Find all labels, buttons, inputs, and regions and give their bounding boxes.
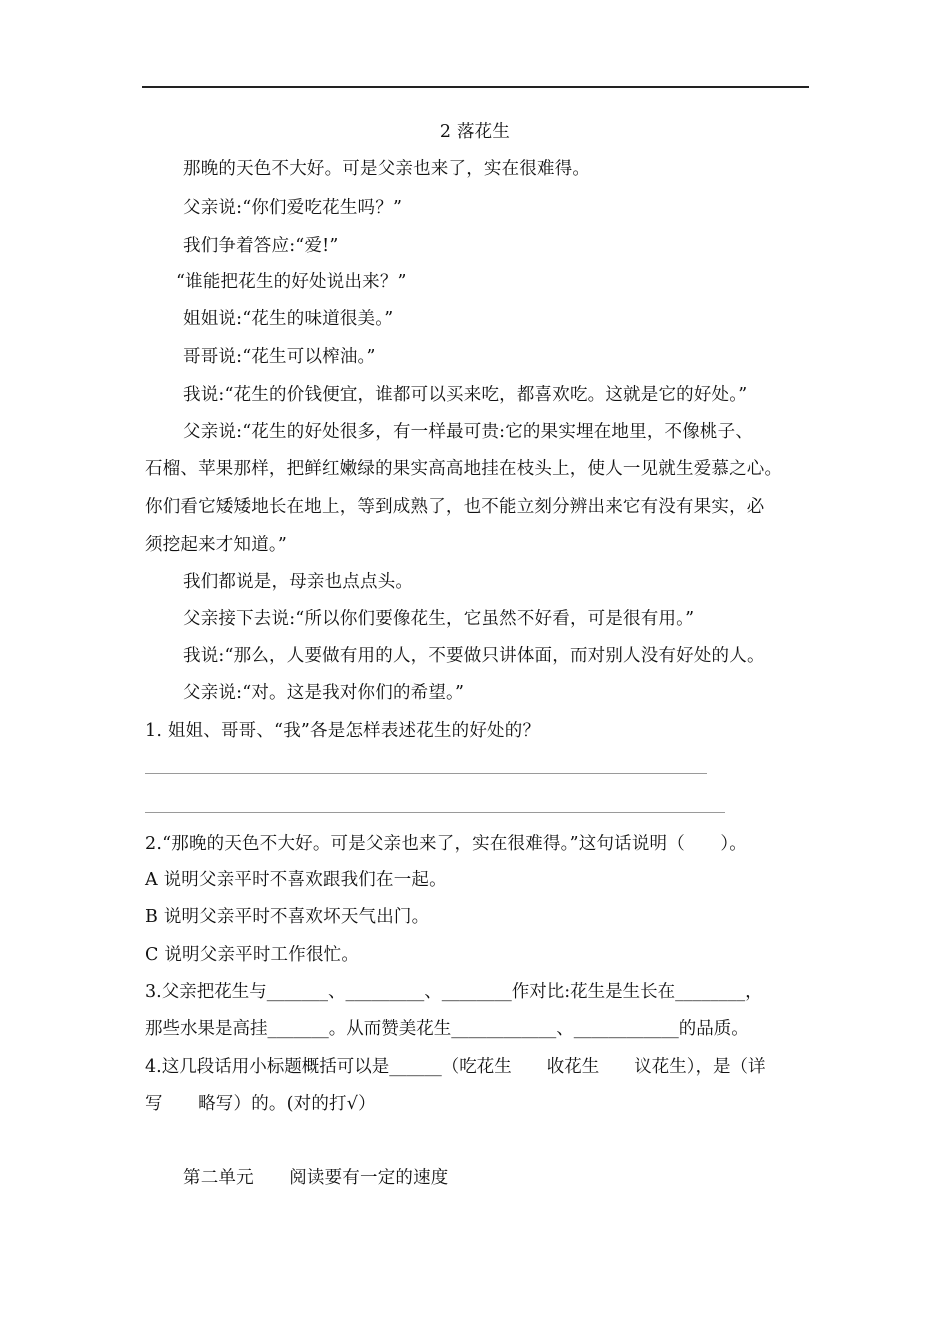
paragraph-continued: 石榴、苹果那样，把鲜红嫩绿的果实高高地挂在枝头上，使人一见就生爱慕之心。 (145, 459, 783, 479)
header-rule (142, 86, 809, 88)
paragraph: 姐姐说:“花生的味道很美。” (183, 309, 394, 329)
paragraph: “谁能把花生的好处说出来？” (176, 272, 407, 292)
section-heading: 第二单元 阅读要有一定的速度 (183, 1168, 449, 1188)
paragraph: 我们争着答应:“爱!” (183, 236, 339, 256)
paragraph: 我说:“花生的价钱便宜，谁都可以买来吃，都喜欢吃。这就是它的好处。” (183, 385, 748, 405)
paragraph-continued: 须挖起来才知道。” (145, 535, 287, 555)
paragraph: 父亲说:“你们爱吃花生吗？” (183, 198, 403, 218)
paragraph: 父亲接下去说:“所以你们要像花生，它虽然不好看，可是很有用。” (183, 609, 695, 629)
question-2: 2.“那晚的天色不大好。可是父亲也来了，实在很难得。”这句话说明（ ）。 (145, 834, 747, 854)
option-a[interactable]: A 说明父亲平时不喜欢跟我们在一起。 (145, 870, 447, 890)
answer-line[interactable] (145, 773, 707, 774)
paragraph: 我说:“那么，人要做有用的人，不要做只讲体面，而对别人没有好处的人。 (183, 646, 765, 666)
paragraph: 我们都说是，母亲也点点头。 (183, 572, 414, 592)
paragraph-continued: 你们看它矮矮地长在地上，等到成熟了，也不能立刻分辨出来它有没有果实，必 (145, 497, 765, 517)
question-3-continued[interactable]: 那些水果是高挂_______。从而赞美花生____________、____________的品质。 (145, 1019, 749, 1039)
question-4-continued[interactable]: 写 略写）的。(对的打√） (145, 1094, 376, 1114)
answer-line[interactable] (145, 812, 725, 813)
option-b[interactable]: B 说明父亲平时不喜欢坏天气出门。 (145, 907, 430, 927)
passage-title: 2 落花生 (439, 122, 511, 142)
question-3[interactable]: 3.父亲把花生与_______、_________、________作对比:花生是生长在________， (145, 982, 763, 1002)
question-1: 1. 姐姐、哥哥、“我”各是怎样表述花生的好处的？ (145, 721, 541, 741)
question-4[interactable]: 4.这几段话用小标题概括可以是______（吃花生 收花生 议花生），是（详 (145, 1057, 766, 1077)
paragraph: 父亲说:“花生的好处很多，有一样最可贵:它的果实埋在地里，不像桃子、 (183, 422, 754, 442)
option-c[interactable]: C 说明父亲平时工作很忙。 (145, 945, 360, 965)
paragraph: 父亲说:“对。这是我对你们的希望。” (183, 683, 465, 703)
paragraph: 那晚的天色不大好。可是父亲也来了，实在很难得。 (183, 159, 591, 179)
paragraph: 哥哥说:“花生可以榨油。” (183, 347, 376, 367)
